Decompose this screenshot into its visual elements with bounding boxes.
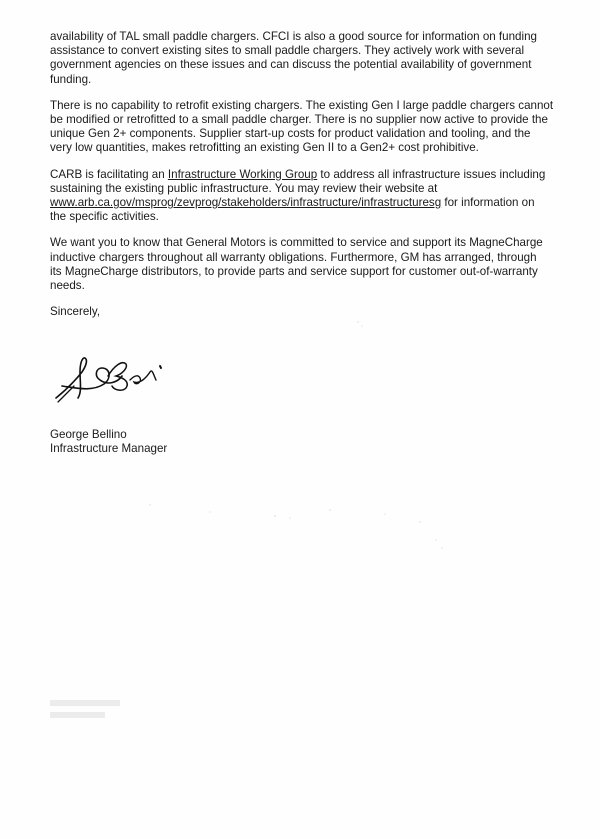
text-line: be modified or retrofitted to a small paddle charger. There is no supplier now active to provide the [50,113,548,127]
text-line: needs. [50,279,85,293]
text-line: There is no capability to retrofit existing chargers. The existing Gen I large paddle chargers cannot [50,98,554,112]
text-line: very low quantities, makes retrofitting an existing Gen II to a Gen2+ cost prohibitive. [50,141,479,155]
text-segment: for information on [441,196,535,210]
text-line: assistance to convert existing sites to small paddle chargers. They actively work with several [50,44,525,58]
signature-block [50,428,167,456]
text-line: sustaining the existing public infrastructure. You may review their website at [50,181,438,195]
text-line: availability of TAL small paddle chargers. CFCI is also a good source for information on funding [50,30,537,43]
text-line: We want you to know that General Motors is committed to service and support its MagneCharge [50,236,543,250]
text-line: funding. [50,72,92,86]
text-line: unique Gen 2+ components. Supplier start-up costs for product validation and tooling, and the [50,127,531,141]
text-segment: CARB is facilitating an [50,167,168,181]
closing-salutation: Sincerely, [50,305,101,319]
carb-website-link[interactable]: www.arb.ca.gov/msprog/zevprog/stakeholders/infrastructure/infrastructuresg [50,196,442,210]
text-line: government agencies on these issues and can discuss the potential availability of government [50,58,532,72]
text-line: the specific activities. [50,210,159,224]
handwritten-signature [52,346,172,406]
signer-name: George Bellino [50,428,127,441]
text-line [50,168,570,182]
text-line [50,196,570,210]
text-line: inductive chargers throughout all warranty obligations. Furthermore, GM has arranged, through [50,250,537,264]
text-line: its MagneCharge distributors, to provide parts and service support for customer out-of-warranty [50,264,538,278]
paragraph-funding [50,30,570,87]
paragraph-support [50,236,570,293]
signer-title: Infrastructure Manager [50,442,168,456]
faint-bleedthrough [50,700,120,718]
paragraph-carb [50,168,570,225]
letter-body [50,30,570,331]
infrastructure-working-group-link[interactable]: Infrastructure Working Group [167,167,318,181]
faint-specks [149,321,442,548]
text-segment: to address all infrastructure issues including [317,167,546,181]
paragraph-retrofit [50,99,570,156]
